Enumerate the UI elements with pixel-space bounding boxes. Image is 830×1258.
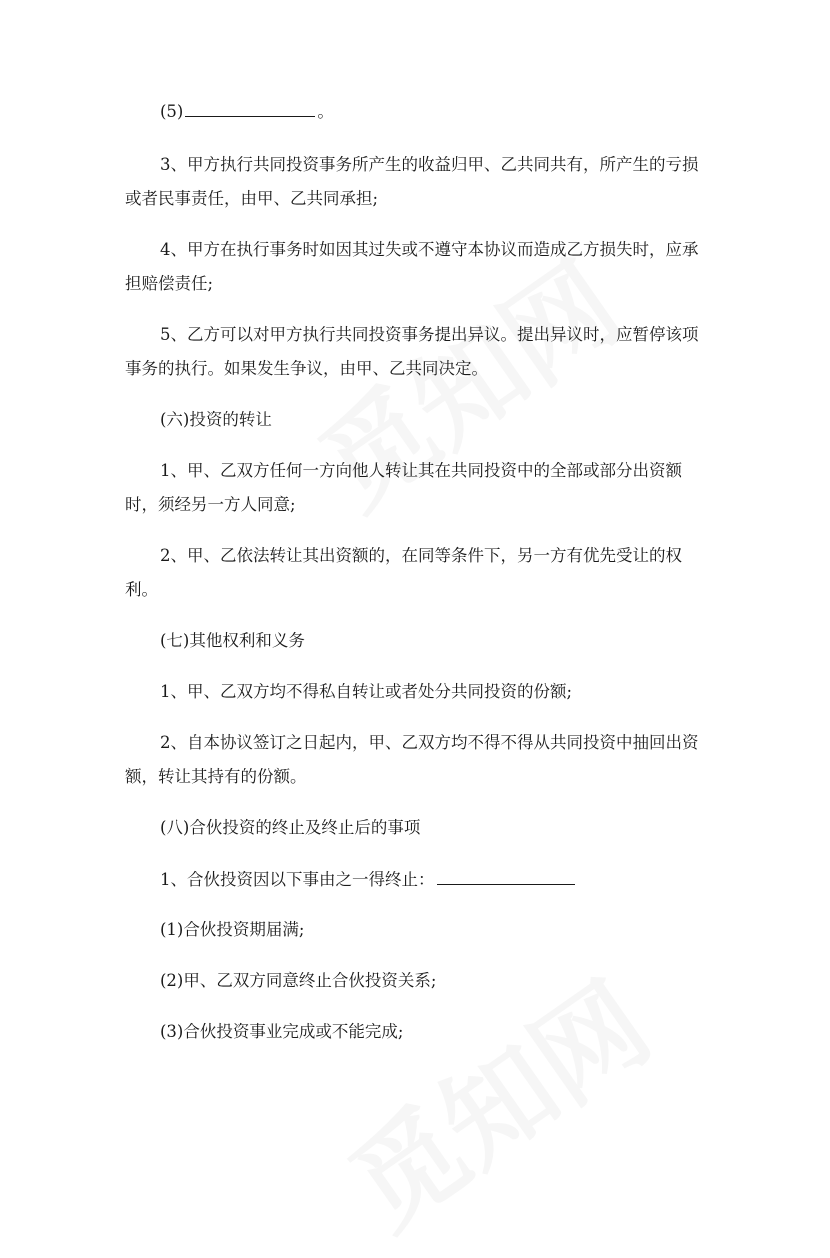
section-heading: (八)合伙投资的终止及终止后的事项 [160,818,421,837]
clause-line: 1、甲、乙双方均不得私自转让或者处分共同投资的份额; [160,682,573,701]
clause-line: (2)甲、乙双方同意终止合伙投资关系; [160,971,437,990]
clause-line: 担赔偿责任; [125,274,214,293]
clause-line: (5) 。 [160,102,334,121]
clause-line: 利。 [125,580,158,599]
clause-line: 或者民事责任，由甲、乙共同承担; [125,189,379,208]
clause-line: 1、甲、乙双方任何一方向他人转让其在共同投资中的全部或部分出资额 [160,461,682,480]
clause-line: 1、合伙投资因以下事由之一得终止： [160,868,710,891]
clause-line: 事务的执行。如果发生争议，由甲、乙共同决定。 [125,359,488,378]
blank-field [437,868,575,885]
clause-line: 时，须经另一方人同意; [125,495,296,514]
section-heading: (七)其他权利和义务 [160,631,305,650]
clause-line: (1)合伙投资期届满; [160,920,305,939]
clause-line: 3、甲方执行共同投资事务所产生的收益归甲、乙共同共有，所产生的亏损 [160,155,699,174]
section-heading: (六)投资的转让 [160,410,272,429]
clause-line: 2、甲、乙依法转让其出资额的，在同等条件下，另一方有优先受让的权 [160,546,682,565]
blank-field [185,100,315,117]
clause-line: 5、乙方可以对甲方执行共同投资事务提出异议。提出异议时，应暂停该项 [160,325,699,344]
clause-line: 4、甲方在执行事务时如因其过失或不遵守本协议而造成乙方损失时，应承 [160,240,699,259]
clause-line: (3)合伙投资事业完成或不能完成; [160,1022,404,1041]
clause-line: 2、自本协议签订之日起内，甲、乙双方均不得不得从共同投资中抽回出资 [160,733,699,752]
clause-line: 额，转让其持有的份额。 [125,767,307,786]
